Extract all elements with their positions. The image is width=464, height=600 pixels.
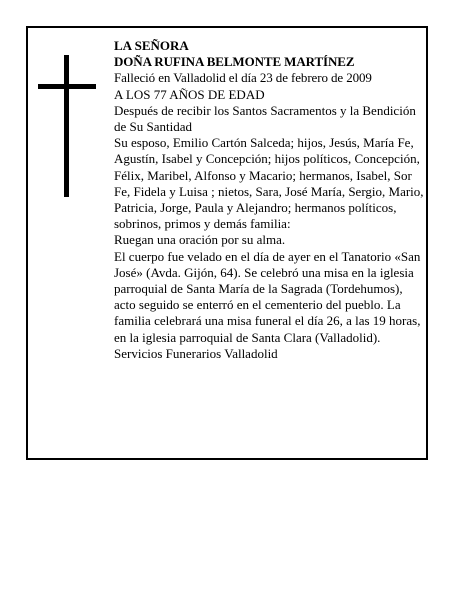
age-line: A LOS 77 AÑOS DE EDAD bbox=[114, 86, 265, 102]
death-line: Falleció en Valladolid el día 23 de febrero de 2009 bbox=[114, 70, 372, 86]
obituary-text bbox=[114, 38, 426, 362]
prayer-text: Ruegan una oración por su alma. bbox=[114, 232, 286, 248]
service-text: El cuerpo fue velado en el día de ayer en el Tanatorio «San José» (Avda. Gijón, 64). Se celebró una misa en la iglesia parroquial de Santa María de la Sagrada (Tordehumos), acto seguido se enterró en el cementerio del pueblo. La familia celebrará una misa funeral el día 26, a las 19 horas, en la iglesia parroquial de Santa Clara (Valladolid). bbox=[114, 248, 421, 345]
obituary-title: LA SEÑORA bbox=[114, 38, 189, 53]
deceased-name: DOÑA RUFINA BELMONTE MARTÍNEZ bbox=[114, 54, 355, 70]
cross-icon-bar bbox=[38, 84, 96, 89]
funeral-home: Servicios Funerarios Valladolid bbox=[114, 345, 278, 361]
family-text: Su esposo, Emilio Cartón Salceda; hijos, Jesús, María Fe, Agustín, Isabel y Concepción; hijos políticos, Concepción, Félix, Maribel, Alfonso y Macario; hermanos, Isabel, Sor Fe, Fidela y Luisa ; nietos, Sara, José María, Sergio, Mario, Patricia, Jorge, Paula y Alejandro; hermanos políticos, sobrinos, primos y demás familia: bbox=[114, 135, 424, 232]
cross-icon bbox=[64, 55, 69, 197]
sacraments-text: Después de recibir los Santos Sacramentos y la Bendición de Su Santidad bbox=[114, 102, 416, 135]
